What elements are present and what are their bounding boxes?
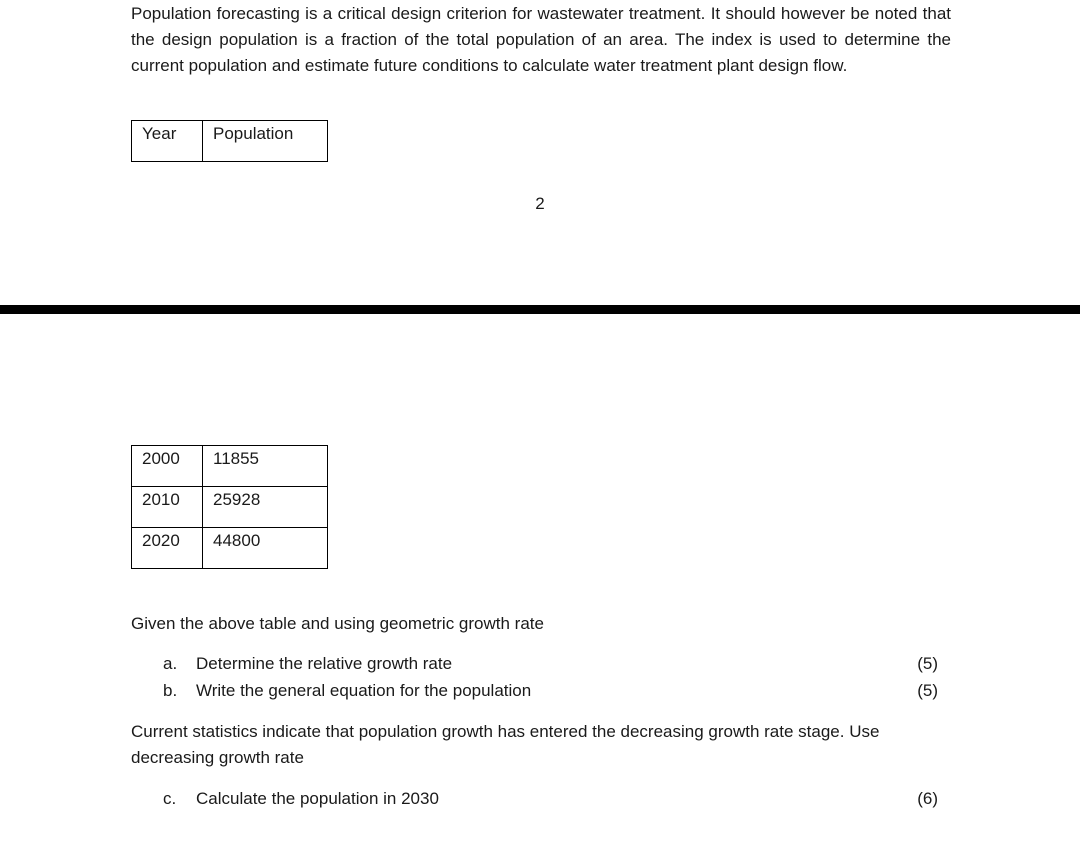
cell-population: 25928 <box>203 487 328 528</box>
cell-year: 2020 <box>132 528 203 569</box>
question-text: Determine the relative growth rate <box>196 654 453 673</box>
population-table-header <box>131 120 328 162</box>
cell-year: 2010 <box>132 487 203 528</box>
question-letter: a. <box>163 654 178 673</box>
population-table-body <box>131 445 328 569</box>
question-marks: (5) <box>917 654 938 673</box>
question-letter: b. <box>163 681 178 700</box>
table-row <box>132 446 328 487</box>
header-population: Population <box>203 121 328 162</box>
intro-paragraph: Population forecasting is a critical design criterion for wastewater treatment. It should however be noted that the design population is a fraction of the total population of an area. The index is used to determine the current population and estimate future conditions to calculate water treatment plant design flow. <box>131 4 951 75</box>
cell-population: 44800 <box>203 528 328 569</box>
question-marks: (6) <box>917 789 938 808</box>
cell-population: 11855 <box>203 446 328 487</box>
page-number: 2 <box>535 194 545 213</box>
question-letter: c. <box>163 789 177 808</box>
header-year: Year <box>132 121 203 162</box>
table-row <box>132 528 328 569</box>
table-header-row <box>132 121 328 162</box>
cell-year: 2000 <box>132 446 203 487</box>
decreasing-statement: Current statistics indicate that population growth has entered the decreasing growth rate stage. Use decreasing growth rate <box>131 722 880 767</box>
question-b <box>163 678 938 704</box>
question-c <box>163 786 938 812</box>
given-statement: Given the above table and using geometric growth rate <box>131 614 544 633</box>
question-text: Calculate the population in 2030 <box>196 789 439 808</box>
question-text: Write the general equation for the population <box>196 681 532 700</box>
table-row <box>132 487 328 528</box>
question-marks: (5) <box>917 681 938 700</box>
page-break-divider <box>0 305 1080 314</box>
question-a <box>163 651 938 677</box>
